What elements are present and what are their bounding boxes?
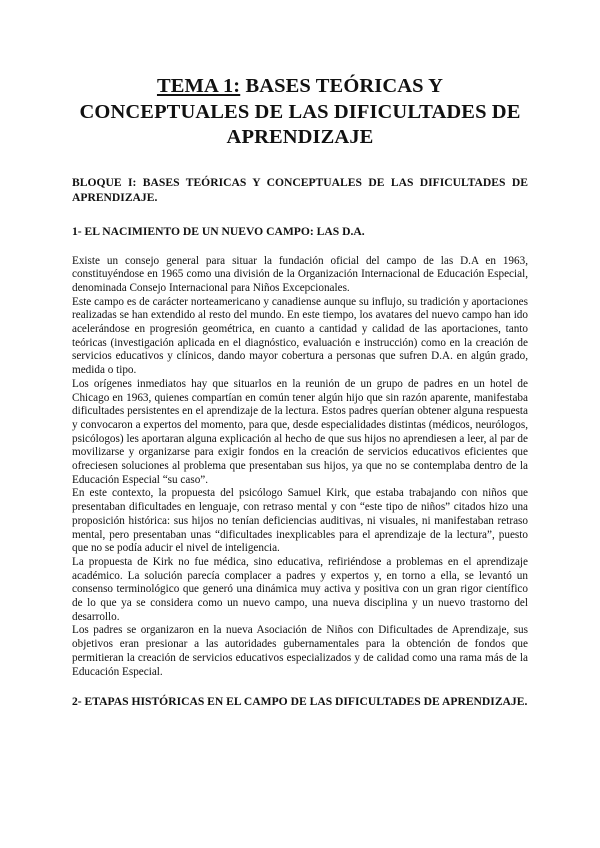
section-1-heading: 1- EL NACIMIENTO DE UN NUEVO CAMPO: LAS D.A. — [72, 224, 365, 238]
section-2-heading: 2- ETAPAS HISTÓRICAS EN EL CAMPO DE LAS DIFICULTADES DE APRENDIZAJE. — [72, 695, 528, 709]
paragraph: Los padres se organizaron en la nueva Asociación de Niños con Dificultades de Aprendizaje, sus objetivos eran presionar a las autoridades gubernamentales para la obtención de fondos que permitieran la creación de servicios educativos especializados y de calidad como una rama más de la Educación Especial. — [72, 624, 528, 678]
bloque-heading: BLOQUE I: BASES TEÓRICAS Y CONCEPTUALES DE LAS DIFICULTADES DE APRENDIZAJE. — [72, 175, 528, 204]
paragraph: La propuesta de Kirk no fue médica, sino educativa, refiriéndose a problemas en el aprendizaje académico. La solución parecía complacer a padres y expertos y, en torno a ella, se levantó un consenso terminológico que generó una dinámica muy activa y positiva con un gran rigor científico de lo que ya se considera como un nuevo campo, una nueva disciplina y un nuevo trastorno del desarrollo. — [72, 555, 528, 623]
paragraph: En este contexto, la propuesta del psicólogo Samuel Kirk, que estaba trabajando con niños que presentaban dificultades en lenguaje, con retraso mental y con “este tipo de niños” citados hizo una proposición histórica: sus hijos no tenían deficiencias auditivas, ni visuales, ni manifestaban retraso mental, pero presentaban unas “dificultades inexplicables para el aprendizaje de la lectura”, puesto que no se podía aducir el nivel de inteligencia. — [72, 487, 528, 555]
title-text: BASES TEÓRICAS Y CONCEPTUALES DE LAS DIFICULTADES DE APRENDIZAJE — [79, 75, 521, 148]
paragraph: Los orígenes inmediatos hay que situarlos en la reunión de un grupo de padres en un hotel de Chicago en 1963, quienes compartían en común tener algún hijo que sin razón aparente, manifestaba dificultades persistentes en el aprendizaje de la lectura. Estos padres querían obtener alguna respuesta y convocaron a expertos del momento, para que, desde especialidades distintas (médicos, neurólogos, psicólogos) les aportaran alguna explicación al hecho de que sus hijos no aprendiesen a leer, al par de movilizarse y organizarse para exigir fondos en la creación de servicios educativos eficientes que ofreciesen soluciones al problema que presentaban sus hijos, ya que no se contemplaba dentro de la Educación Especial “su caso”. — [72, 377, 528, 486]
document-title — [72, 0, 528, 151]
paragraph: Este campo es de carácter norteamericano y canadiense aunque su influjo, su tradición y aportaciones realizadas se han extendido al resto del mundo. En este tiempo, los avatares del nuevo campo han ido acelerándose en progresión geométrica, en cuanto a cantidad y calidad de las aportaciones, tanto teóricas (investigación aplicada en el diagnóstico, evaluación e instrucción) como en la creación de servicios educativos y clínicos, dando mayor cobertura a personas que sufren D.A. en algún grado, medida o tipo. — [72, 295, 528, 377]
section-1-body — [72, 255, 528, 680]
title-tema-label: TEMA 1: — [156, 75, 241, 97]
paragraph: Existe un consejo general para situar la fundación oficial del campo de las D.A en 1963, constituyéndose en 1965 como una división de la Organización Internacional de Educación Especial, denominada Consejo Internacional para Niños Excepcionales. — [72, 254, 528, 294]
